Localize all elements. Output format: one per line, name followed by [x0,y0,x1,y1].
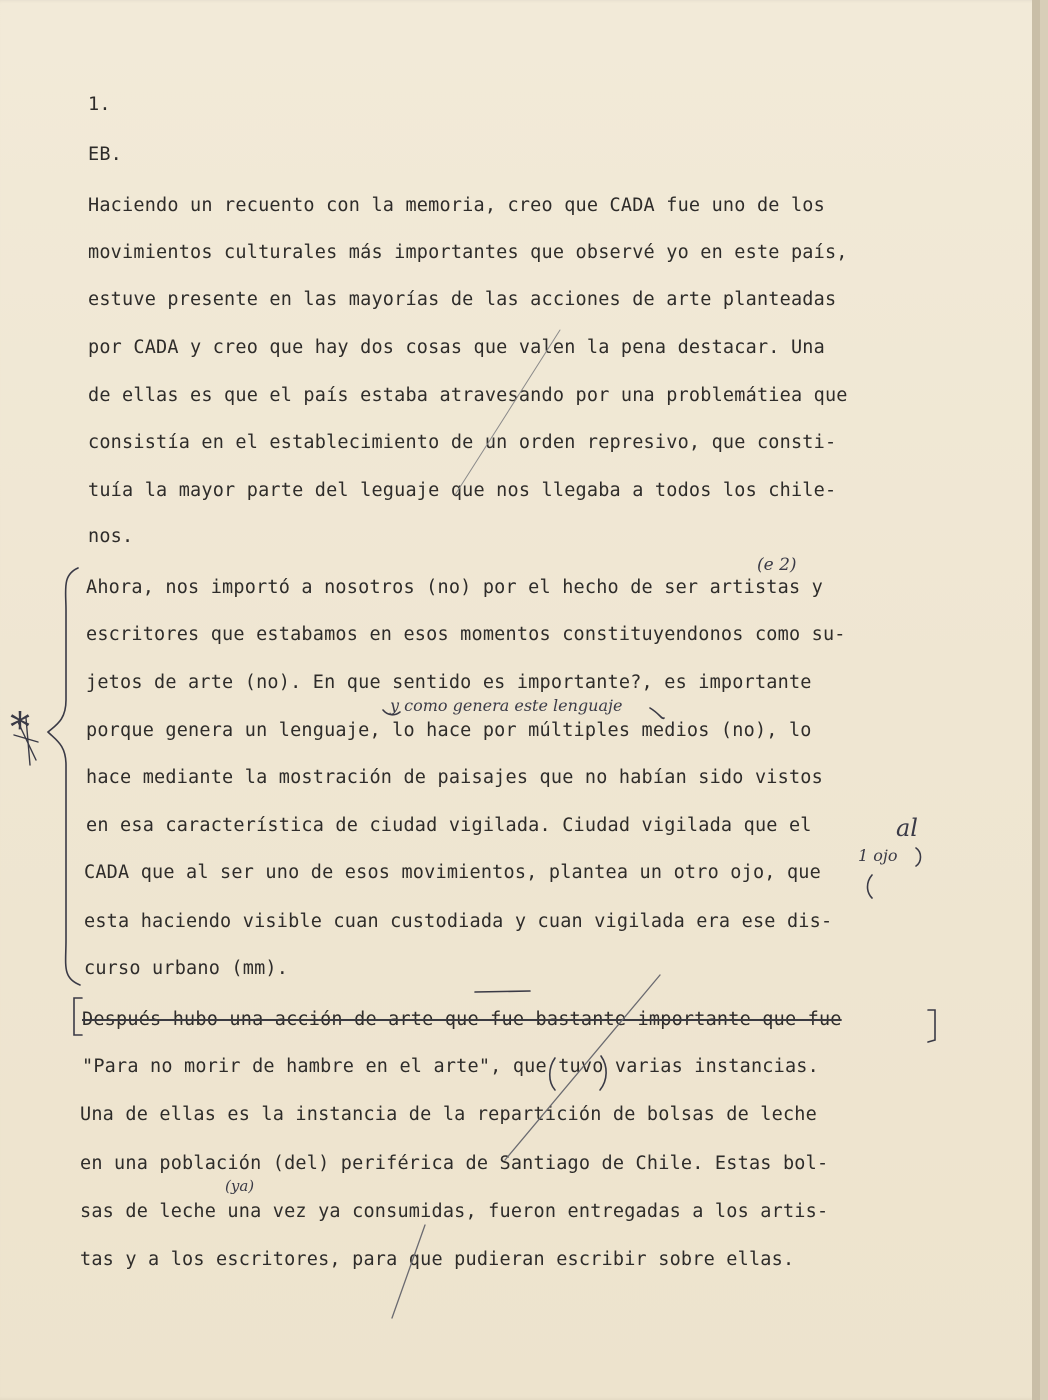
page-number: 1. [88,94,111,115]
bracket-curve [48,568,80,985]
text-line: de ellas es que el país estaba atravesando por una problemátiea que [88,385,848,406]
text-line: sas de leche una vez ya consumidas, fueron entregadas a los artis- [80,1201,829,1222]
text-line: curso urbano (mm). [84,958,289,979]
handwritten-paren [550,1058,555,1090]
diagonal-pencil-stroke [505,975,660,1160]
handwritten-note: al [896,814,918,842]
text-line: Una de ellas es la instancia de la repartición de bolsas de leche [80,1104,817,1125]
text-line: consistía en el establecimiento de un orden represivo, que consti- [88,432,837,453]
handwritten-note: (ya) [225,1177,255,1195]
text-line: tuía la mayor parte del leguaje que nos llegaba a todos los chile- [88,480,837,501]
handwritten-note: y como genera este lenguaje [390,696,623,715]
text-line: esta haciendo visible cuan custodiada y cuan vigilada era ese dis- [84,911,833,932]
margin-star [14,718,38,765]
struck-line-bracket [928,1010,935,1042]
text-line: Haciendo un recuento con la memoria, creo que CADA fue uno de los [88,195,825,216]
insert-caret [650,708,664,718]
handwritten-paren [868,875,873,898]
text-line: en una población (del) periférica de Santiago de Chile. Estas bol- [80,1153,829,1174]
text-line: movimientos culturales más importantes que observé yo en este país, [88,242,848,263]
text-line: Ahora, nos importó a nosotros (no) por el hecho de ser artistas y [86,577,823,598]
pen-dash [475,991,530,992]
handwritten-paren [600,1056,606,1090]
text-line: porque genera un lenguaje, lo hace por múltiples medios (no), lo [86,720,812,741]
text-line: nos. [88,526,134,547]
text-line: jetos de arte (no). En que sentido es importante?, es importante [86,672,812,693]
text-line: estuve presente en las mayorías de las acciones de arte planteadas [88,289,837,310]
text-line: CADA que al ser uno de esos movimientos, plantea un otro ojo, que [84,862,821,883]
handwritten-note: (e 2) [757,555,797,575]
text-line: escritores que estabamos en esos momentos constituyendonos como su- [86,624,846,645]
speaker-label: EB. [88,144,123,165]
handwritten-paren [916,848,921,866]
text-line: hace mediante la mostración de paisajes que no habían sido vistos [86,767,823,788]
struck-text-line: Después hubo una acción de arte que fue bastante importante que fue [82,1009,842,1030]
insert-caret [383,710,400,715]
text-line: tas y a los escritores, para que pudieran escribir sobre ellas. [80,1249,795,1270]
diagonal-pencil-stroke [455,330,560,495]
text-line: "Para no morir de hambre en el arte", que tuvo varias instancias. [82,1056,819,1077]
diagonal-pencil-stroke [392,1225,425,1318]
text-line: en esa característica de ciudad vigilada. Ciudad vigilada que el [86,815,812,836]
margin-asterisk-mark: * [10,705,30,751]
text-line: por CADA y creo que hay dos cosas que valen la pena destacar. Una [88,337,825,358]
handwritten-note: 1 ojo [858,846,898,865]
struck-line-bracket [74,998,82,1035]
